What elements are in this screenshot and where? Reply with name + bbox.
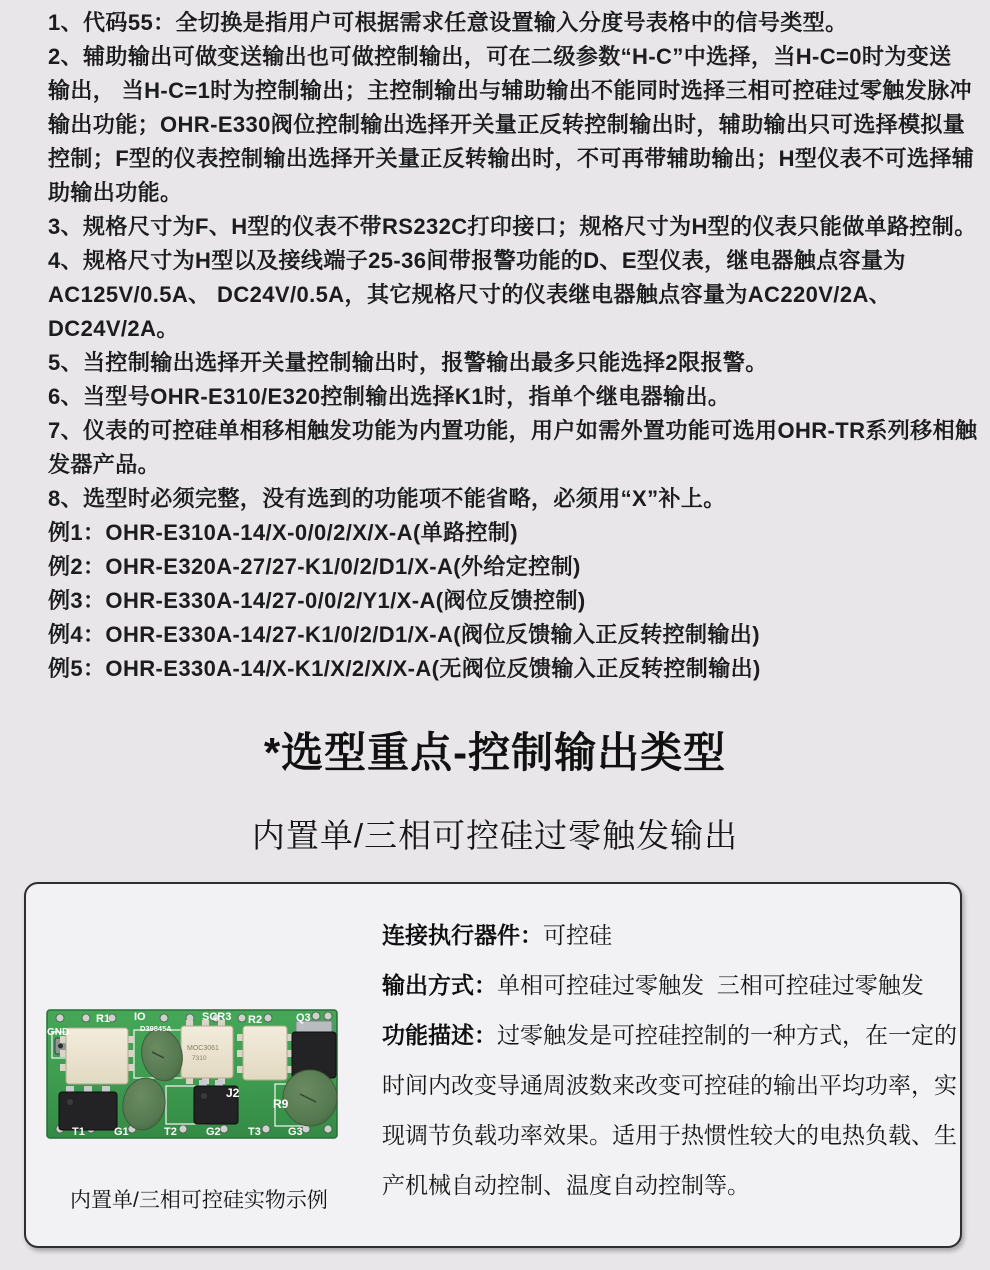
pcb-label-io: IO (134, 1011, 146, 1023)
note-line: 输出功能；OHR-E330阀位控制输出选择开关量正反转控制输出时，辅助输出只可选择模拟量 (48, 112, 966, 137)
pcb-label-r9: R9 (273, 1097, 289, 1111)
section-subtitle: 内置单/三相可控硅过零触发输出 (251, 817, 739, 854)
spec-function-desc-label: 功能描述： (382, 1022, 497, 1048)
spec-function-desc-value: 过零触发是可控硅控制的一种方式，在一定的时间内改变导通周波数来改变可控硅的输出平均功率，实现调节负载功率效果。适用于热惯性较大的电热负载、生产机械自动控制、温度自动控制等。 (382, 1022, 957, 1198)
pcb-label-g1: G1 (114, 1126, 129, 1138)
spec-output-mode (382, 960, 968, 1010)
pcb-label-j2: J2 (226, 1086, 240, 1100)
note-line: 5、当控制输出选择开关量控制输出时，报警输出最多只能选择2限报警。 (48, 350, 768, 375)
pcb-label-board-no: D39845A (140, 1024, 172, 1033)
note-line-example-5: 例5：OHR-E330A-14/X-K1/X/2/X/X-A(无阀位反馈输入正反转控制输出) (48, 656, 761, 681)
pcb-optocoupler-1 (60, 1028, 134, 1084)
note-line: DC24V/2A。 (48, 316, 179, 341)
pcb-label-gnd: GND (47, 1027, 70, 1038)
pcb-label-t1: T1 (72, 1126, 85, 1138)
spec-list (382, 910, 968, 1210)
pcb-power-device-q3 (292, 1021, 336, 1078)
pcb-label-t3: T3 (248, 1126, 261, 1138)
note-line: 1、代码55：全切换是指用户可根据需求任意设置输入分度号表格中的信号类型。 (48, 10, 848, 35)
note-line: 8、选型时必须完整，没有选到的功能项不能省略，必须用“X”补上。 (48, 486, 726, 511)
note-line: 3、规格尺寸为F、H型的仪表不带RS232C打印接口；规格尺寸为H型的仪表只能做单路控制。 (48, 214, 977, 239)
note-line-example-2: 例2：OHR-E320A-27/27-K1/0/2/D1/X-A(外给定控制) (48, 554, 581, 579)
spec-function-desc (382, 1010, 968, 1210)
pcb-label-r2: R2 (248, 1014, 263, 1026)
note-line: AC125V/0.5A、 DC24V/0.5A，其它规格尺寸的仪表继电器触点容量为AC220V/2A、 (48, 282, 892, 307)
pcb-optocoupler-3 (237, 1026, 293, 1080)
spec-output-mode-value: 单相可控硅过零触发 三相可控硅过零触发 (497, 972, 924, 998)
pcb-label-t2: T2 (164, 1126, 177, 1138)
note-line: 4、规格尺寸为H型以及接线端子25-36间带报警功能的D、E型仪表，继电器触点容量为 (48, 248, 906, 273)
note-line: 2、辅助输出可做变送输出也可做控制输出，可在二级参数“H-C”中选择，当H-C=0时为变送 (48, 44, 952, 69)
notes-list (48, 6, 978, 686)
pcb-label-r1: R1 (96, 1013, 111, 1025)
note-line: 6、当型号OHR-E310/E320控制输出选择K1时，指单个继电器输出。 (48, 384, 731, 409)
pcb-small-component-dot (58, 1044, 63, 1049)
pcb-label-scr3: SCR3 (202, 1011, 232, 1023)
note-line: 输出， 当H-C=1时为控制输出；主控制输出与辅助输出不能同时选择三相可控硅过零触发脉冲 (48, 78, 972, 103)
note-line-example-4: 例4：OHR-E330A-14/27-K1/0/2/D1/X-A(阀位反馈输入正反转控制输出) (48, 622, 760, 647)
pcb-photo (46, 1008, 338, 1140)
section-title: *选型重点-控制输出类型 (263, 729, 727, 776)
note-line-example-1: 例1：OHR-E310A-14/X-0/0/2/X/X-A(单路控制) (48, 520, 518, 545)
pcb-label-q3: Q3 (296, 1012, 311, 1024)
spec-actuator-value: 可控硅 (543, 922, 612, 948)
note-line-example-3: 例3：OHR-E330A-14/27-0/0/2/Y1/X-A(阀位反馈控制) (48, 588, 586, 613)
thyristor-output-panel (24, 882, 962, 1248)
pcb-label-g3: G3 (288, 1126, 303, 1138)
note-line: 7、仪表的可控硅单相移相触发功能为内置功能，用户如需外置功能可选用OHR-TR系列移相触 (48, 418, 978, 443)
pcb-chip-marking-2: 7310 (192, 1055, 207, 1062)
note-line: 控制；F型的仪表控制输出选择开关量正反转输出时，不可再带辅助输出；H型仪表不可选择辅 (48, 146, 975, 171)
spec-output-mode-label: 输出方式： (382, 972, 497, 998)
spec-actuator-label: 连接执行器件： (382, 922, 543, 948)
spec-actuator (382, 910, 968, 960)
pcb-chip-marking: MOC3061 (187, 1045, 219, 1052)
pcb-optocoupler-2 (181, 1020, 233, 1084)
pcb-triac-1 (59, 1086, 117, 1130)
pcb-label-g2: G2 (206, 1126, 221, 1138)
note-line: 发器产品。 (48, 452, 161, 477)
pcb-caption: 内置单/三相可控硅实物示例 (70, 1189, 328, 1212)
note-line: 助输出功能。 (48, 180, 183, 205)
